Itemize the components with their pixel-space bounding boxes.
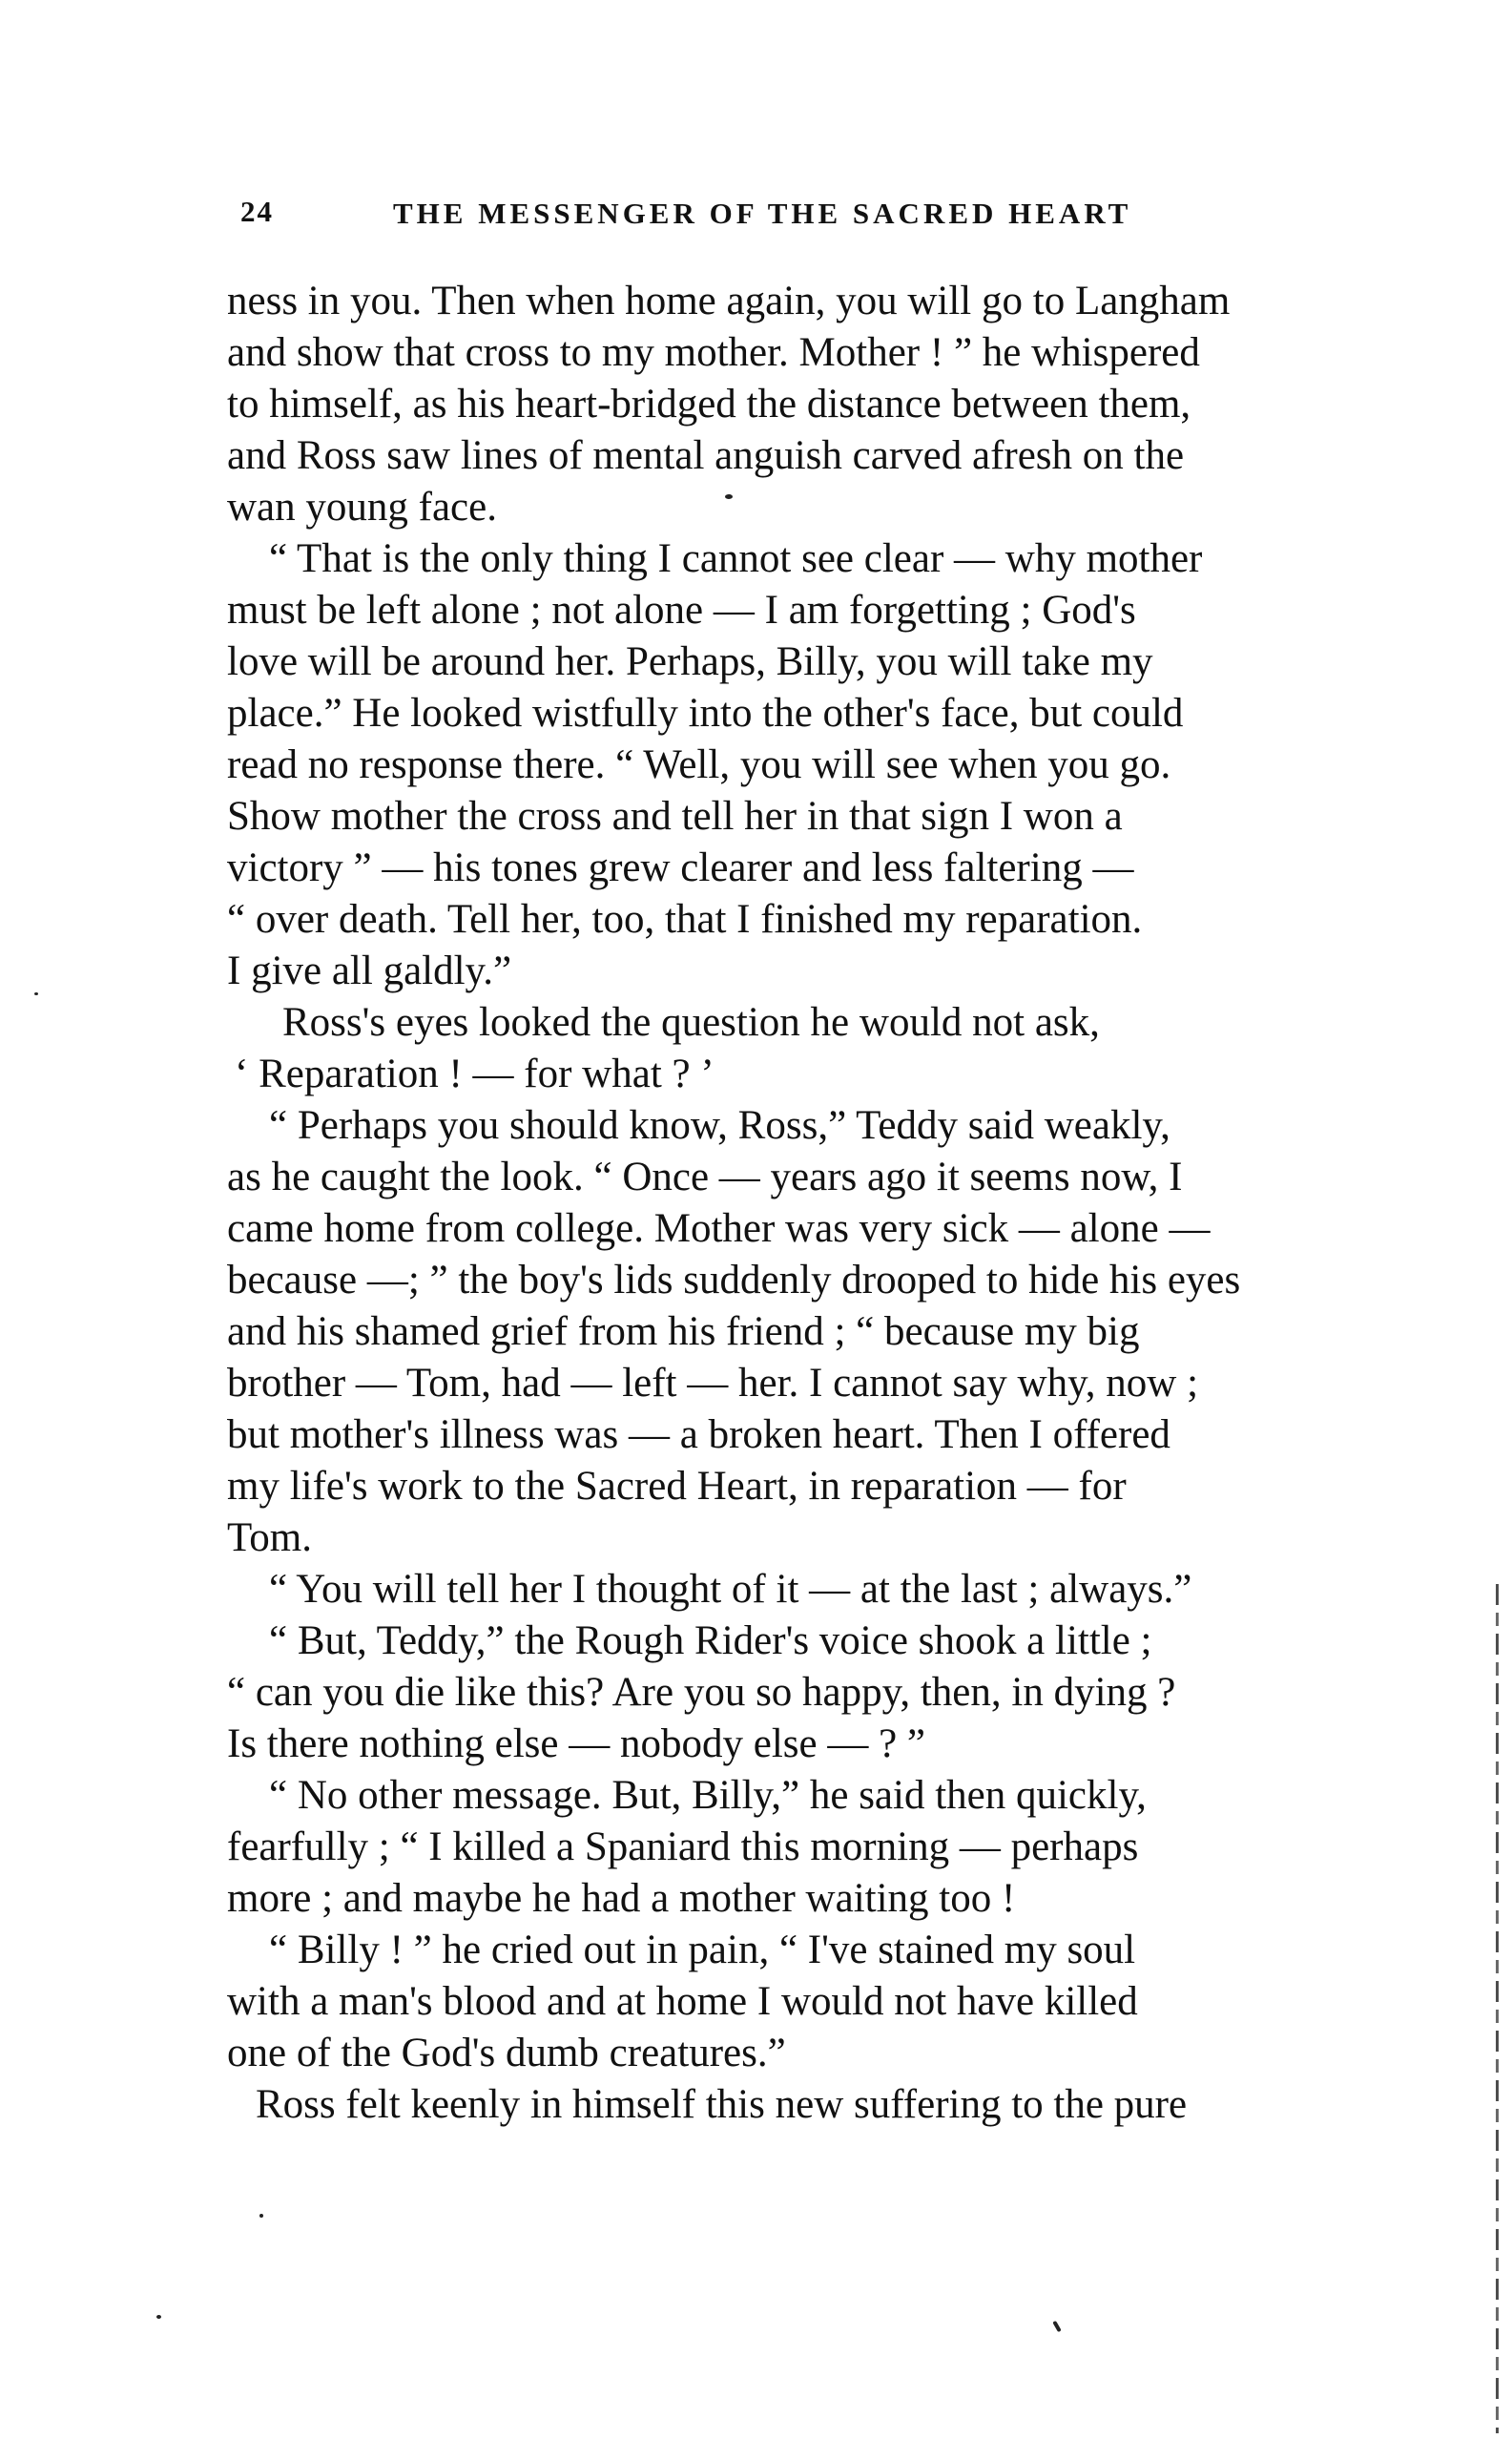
text-line: “ But, Teddy,” the Rough Rider's voice shook a little ; [269, 1618, 1152, 1663]
text-line: and Ross saw lines of mental anguish carved afresh on the [227, 433, 1185, 478]
text-line: one of the God's dumb creatures.” [227, 2031, 786, 2075]
text-line: fearfully ; “ I killed a Spaniard this morning — perhaps [227, 1824, 1139, 1869]
text-line: read no response there. “ Well, you will see when you go. [227, 742, 1171, 787]
text-line: “ Billy ! ” he cried out in pain, “ I've stained my soul [269, 1928, 1136, 1972]
text-line: victory ” — his tones grew clearer and less faltering — [227, 845, 1134, 890]
text-line: love will be around her. Perhaps, Billy, you will take my [227, 639, 1153, 684]
text-line: I give all galdly.” [227, 949, 512, 993]
text-line: came home from college. Mother was very sick — alone — [227, 1206, 1211, 1251]
print-speck [156, 2315, 161, 2319]
text-line: my life's work to the Sacred Heart, in reparation — for [227, 1464, 1127, 1509]
text-line: wan young face. [227, 485, 497, 530]
text-line: Ross's eyes looked the question he would not ask, [282, 1000, 1100, 1045]
text-line: must be left alone ; not alone — I am forgetting ; God's [227, 588, 1136, 633]
text-line: Tom. [227, 1515, 312, 1560]
text-line: and his shamed grief from his friend ; “ because my big [227, 1309, 1140, 1354]
text-line: to himself, as his heart-bridged the distance between them, [227, 382, 1191, 427]
print-speck [725, 494, 733, 499]
text-line: “ can you die like this? Are you so happy, then, in dying ? [227, 1670, 1176, 1715]
text-line: “ over death. Tell her, too, that I finished my reparation. [227, 897, 1143, 942]
text-line: because —; ” the boy's lids suddenly drooped to hide his eyes [227, 1258, 1241, 1303]
text-line: brother — Tom, had — left — her. I cannot say why, now ; [227, 1361, 1199, 1406]
text-line: Ross felt keenly in himself this new suffering to the pure [256, 2082, 1188, 2127]
text-line: place.” He looked wistfully into the other's face, but could [227, 691, 1184, 736]
text-line: as he caught the look. “ Once — years ago it seems now, I [227, 1155, 1183, 1199]
print-speck [34, 992, 38, 995]
running-head: THE MESSENGER OF THE SACRED HEART [393, 197, 1132, 230]
text-line: with a man's blood and at home I would not have killed [227, 1979, 1138, 2024]
print-speck [259, 2214, 263, 2218]
text-line: but mother's illness was — a broken heart. Then I offered [227, 1412, 1170, 1457]
print-speck [1052, 2321, 1061, 2332]
text-line: “ Perhaps you should know, Ross,” Teddy said weakly, [269, 1103, 1170, 1148]
page-header [240, 195, 1204, 242]
text-line: more ; and maybe he had a mother waiting too ! [227, 1876, 1016, 1921]
text-line: Show mother the cross and tell her in that sign I won a [227, 794, 1123, 839]
page-number: 24 [240, 195, 274, 228]
page-edge-shadow [1496, 1584, 1499, 2433]
text-line: and show that cross to my mother. Mother ! ” he whispered [227, 330, 1200, 375]
text-line: “ That is the only thing I cannot see clear — why mother [269, 536, 1203, 581]
text-line: “ No other message. But, Billy,” he said then quickly, [269, 1773, 1147, 1818]
text-line: Is there nothing else — nobody else — ? ” [227, 1721, 926, 1766]
text-line: ness in you. Then when home again, you will go to Langham [227, 279, 1231, 323]
text-line: ‘ Reparation ! — for what ? ’ [235, 1052, 715, 1096]
text-line: “ You will tell her I thought of it — at the last ; always.” [269, 1567, 1192, 1612]
